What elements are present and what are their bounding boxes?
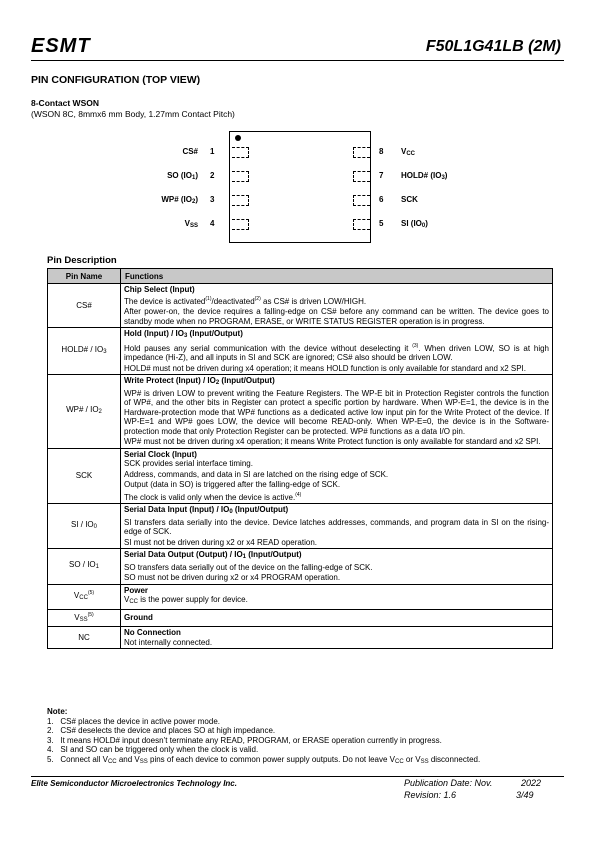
pin-number-6: 6 — [379, 195, 384, 204]
pin-description-table — [47, 268, 553, 649]
pin-description-title: Pin Description — [47, 255, 117, 266]
table-row-sck — [48, 448, 553, 504]
note-4: 4. SI and SO can be triggered only when the clock is valid. — [47, 745, 259, 755]
pin-label-7: HOLD# $(IO_3)$ — [401, 171, 448, 181]
pin-number-1: 1 — [210, 147, 215, 156]
pin-number-8: 8 — [379, 147, 384, 156]
table-row-vcc — [48, 584, 553, 609]
table-row-nc — [48, 627, 553, 649]
function-cell: Serial Clock (Input) SCK provides serial interface timing. Address, commands, and data in SI are latched on the rising edge of SCK. Output (data in SO) is triggered after the falling-edge of SCK. The clock is valid only when the device is active.$^{(4)}$ — [121, 448, 553, 504]
section-title: PIN CONFIGURATION (TOP VIEW) — [31, 74, 201, 86]
pin-name-cell: HOLD# / $IO_3$ — [48, 328, 121, 375]
function-cell: Hold (Input) / $IO_3$ (Input/Output) Hold pauses any serial communication with the device without deselecting it $^{(3)}$. When driven LOW, SO is at high impedance (Hi-Z), and all inputs in SI and SCK are ignored; CS# also should be driven LOW. HOLD# must not be driven during x4 operation; it means HOLD function is only available for standard and x2 SPI. — [121, 328, 553, 375]
table-row-si — [48, 504, 553, 549]
function-cell: Serial Data Output (Output) / $IO_1$ (Input/Output) SO transfers data serially out of the device on the falling-edge of SCK. SO must not be driven during x2 or x4 PROGRAM operation. — [121, 549, 553, 585]
package-name: 8-Contact WSON — [31, 98, 99, 108]
pin-pad-3 — [232, 195, 249, 206]
pin-name-cell: NC — [48, 627, 121, 649]
table-row-hold — [48, 328, 553, 375]
pin-pad-6 — [353, 195, 370, 206]
pin-name-cell: SI / $IO_0$ — [48, 504, 121, 549]
pin-number-2: 2 — [210, 171, 215, 180]
pin-name-cell: CS# — [48, 284, 121, 328]
pin1-marker-icon — [235, 135, 241, 141]
pin-name-cell: SO / $IO_1$ — [48, 549, 121, 585]
package-outline — [229, 131, 371, 243]
pin-pad-1 — [232, 147, 249, 158]
table-row-cs — [48, 284, 553, 328]
footer-page-number: 3/49 — [516, 790, 534, 800]
company-logo: ESMT — [31, 35, 91, 57]
pin-name-cell: $V_{SS}^{(5)}$ — [48, 609, 121, 627]
pin-label-8: $V_{CC}$ — [401, 147, 416, 157]
pin-pad-7 — [353, 171, 370, 182]
note-3: 3. It means HOLD# input doesn’t terminate any READ, PROGRAM, or ERASE operation currently in progress. — [47, 735, 442, 745]
footer-publication-year: 2022 — [521, 778, 542, 788]
notes-section — [47, 707, 557, 768]
pin-label-1: CS# — [182, 147, 198, 156]
pin-pad-4 — [232, 219, 249, 230]
pin-label-3: WP# $(IO_2)$ — [161, 195, 198, 205]
pin-label-5: SI $(IO_0)$ — [401, 219, 428, 229]
table-row-wp — [48, 375, 553, 449]
footer-revision: Revision: 1.6 — [404, 790, 457, 800]
pin-number-3: 3 — [210, 195, 215, 204]
table-row-vss — [48, 609, 553, 627]
pin-number-5: 5 — [379, 219, 384, 228]
pin-pad-8 — [353, 147, 370, 158]
header-rule — [31, 60, 564, 61]
note-5: 5. Connect all $V_{CC}$ and $V_{SS}$ pins of each device to common power supply outputs. Do not leave $V_{CC}$ or $V_{SS}$ disconnected. — [47, 754, 481, 765]
pin-label-2: SO $(IO_1)$ — [167, 171, 198, 181]
pin-number-7: 7 — [379, 171, 384, 180]
function-cell: Chip Select (Input) The device is activated$^{(1)}$/deactivated$^{(2)}$ as CS# is driven LOW/HIGH. After power-on, the device requires a falling-edge on CS# before any command can be written. The device goes to standby mode when no PROGRAM, ERASE, or WRITE STATUS REGISTER operation is in progress. — [121, 284, 553, 328]
function-cell: No Connection Not internally connected. — [121, 627, 553, 649]
pin-pad-2 — [232, 171, 249, 182]
col-pin-name: Pin Name — [48, 269, 121, 284]
footer-rule — [31, 776, 564, 777]
notes-title: Note: — [47, 707, 68, 716]
pin-label-4: $V_{SS}$ — [184, 219, 198, 229]
pin-label-6: SCK — [401, 195, 418, 204]
footer-company: Elite Semiconductor Microelectronics Technology Inc. — [31, 779, 237, 788]
function-cell: Write Protect (Input) / $IO_2$ (Input/Output) WP# is driven LOW to prevent writing the Feature Registers. The WP-E bit in Protection Register controls the function of WP#, and the other bits in Register can protect a specific portion by hardware. When WP-E=1, the device is in the Hardware-protection mode that WP# functions as a dedicated active low input pin for the Write Protect of the device. If WP-E=1 and WP# goes LOW, the device will become READ-only. When WP-E=0, the device is in the Software-protection mode that only Protection Register can be protected. WP# functions as a data I/O pin. WP# must not be driven during x4 operation; it means Write Protect function is only available for standard and x2 SPI. — [121, 375, 553, 449]
note-2: 2. CS# deselects the device and places SO at high impedance. — [47, 726, 276, 736]
note-1: 1. CS# places the device in active power mode. — [47, 716, 220, 726]
pin-name-cell: WP# / $IO_2$ — [48, 375, 121, 449]
pin-name-cell: SCK — [48, 448, 121, 504]
table-header-row — [48, 269, 553, 284]
pin-pad-5 — [353, 219, 370, 230]
table-row-so — [48, 549, 553, 585]
pin-name-cell: $V_{CC}^{(5)}$ — [48, 584, 121, 609]
package-spec: (WSON 8C, 8mmx6 mm Body, 1.27mm Contact Pitch) — [31, 109, 235, 119]
pin-number-4: 4 — [210, 219, 215, 228]
function-cell: Power $V_{CC}$ is the power supply for device. — [121, 584, 553, 609]
function-cell: Serial Data Input (Input) / $IO_0$ (Input/Output) SI transfers data serially into the device. Device latches addresses, commands, and program data in SI on the rising-edge of SCK. SI must not be driven during x2 or x4 READ operation. — [121, 504, 553, 549]
function-cell: Ground — [121, 609, 553, 627]
footer-publication-date: Publication Date: Nov. — [404, 778, 493, 788]
col-functions: Functions — [121, 269, 553, 284]
part-number: F50L1G41LB (2M) — [425, 38, 561, 55]
